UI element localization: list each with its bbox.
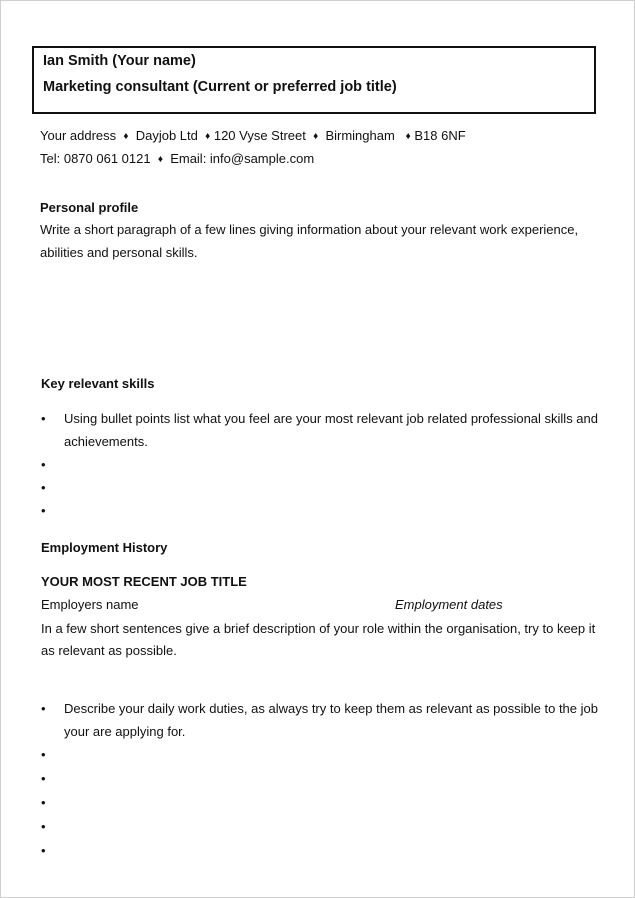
diamond-separator-icon: ♦ xyxy=(313,131,319,142)
bullet-icon: • xyxy=(41,819,46,834)
bullet-icon: • xyxy=(41,843,46,858)
email-address: Email: info@sample.com xyxy=(170,151,315,166)
candidate-job-title: Marketing consultant (Current or preferred job title) xyxy=(43,79,397,95)
diamond-separator-icon: ♦ xyxy=(205,131,211,142)
cv-header-box xyxy=(32,46,596,114)
recent-job-title: YOUR MOST RECENT JOB TITLE xyxy=(41,574,247,589)
bullet-icon: • xyxy=(41,747,46,762)
bullet-icon: • xyxy=(41,480,46,495)
company-name: Dayjob Ltd xyxy=(135,128,198,143)
bullet-icon: • xyxy=(41,457,46,472)
employment-dates: Employment dates xyxy=(395,597,503,612)
street-address: 120 Vyse Street xyxy=(213,128,306,143)
candidate-name: Ian Smith (Your name) xyxy=(43,53,196,69)
bullet-icon: • xyxy=(41,503,46,518)
diamond-separator-icon: ♦ xyxy=(123,131,129,142)
diamond-separator-icon: ♦ xyxy=(405,131,411,142)
profile-text-line: Write a short paragraph of a few lines giving information about your relevant work experience, xyxy=(40,222,579,237)
address-label: Your address xyxy=(40,128,117,143)
contact-address-line xyxy=(40,128,466,143)
contact-phone-line xyxy=(40,151,314,166)
skill-bullet-text: achievements. xyxy=(64,434,148,449)
telephone: Tel: 0870 061 0121 xyxy=(40,151,151,166)
bullet-icon: • xyxy=(41,771,46,786)
profile-text-line: abilities and personal skills. xyxy=(40,245,198,260)
role-description-line: as relevant as possible. xyxy=(41,643,177,658)
duty-bullet-text: Describe your daily work duties, as always try to keep them as relevant as possible to the job xyxy=(64,701,598,716)
bullet-icon: • xyxy=(41,411,46,426)
city-name: Birmingham xyxy=(325,128,395,143)
employment-heading: Employment History xyxy=(41,540,168,555)
bullet-icon: • xyxy=(41,701,46,716)
bullet-icon: • xyxy=(41,795,46,810)
postcode: B18 6NF xyxy=(414,128,466,143)
skill-bullet-text: Using bullet points list what you feel are your most relevant job related professional skills and xyxy=(64,411,598,426)
duty-bullet-text: your are applying for. xyxy=(64,724,186,739)
role-description-line: In a few short sentences give a brief description of your role within the organisation, try to keep it xyxy=(41,621,596,636)
personal-profile-heading: Personal profile xyxy=(40,200,139,215)
employer-name: Employers name xyxy=(41,597,139,612)
skills-heading: Key relevant skills xyxy=(41,376,155,391)
diamond-separator-icon: ♦ xyxy=(157,154,163,165)
